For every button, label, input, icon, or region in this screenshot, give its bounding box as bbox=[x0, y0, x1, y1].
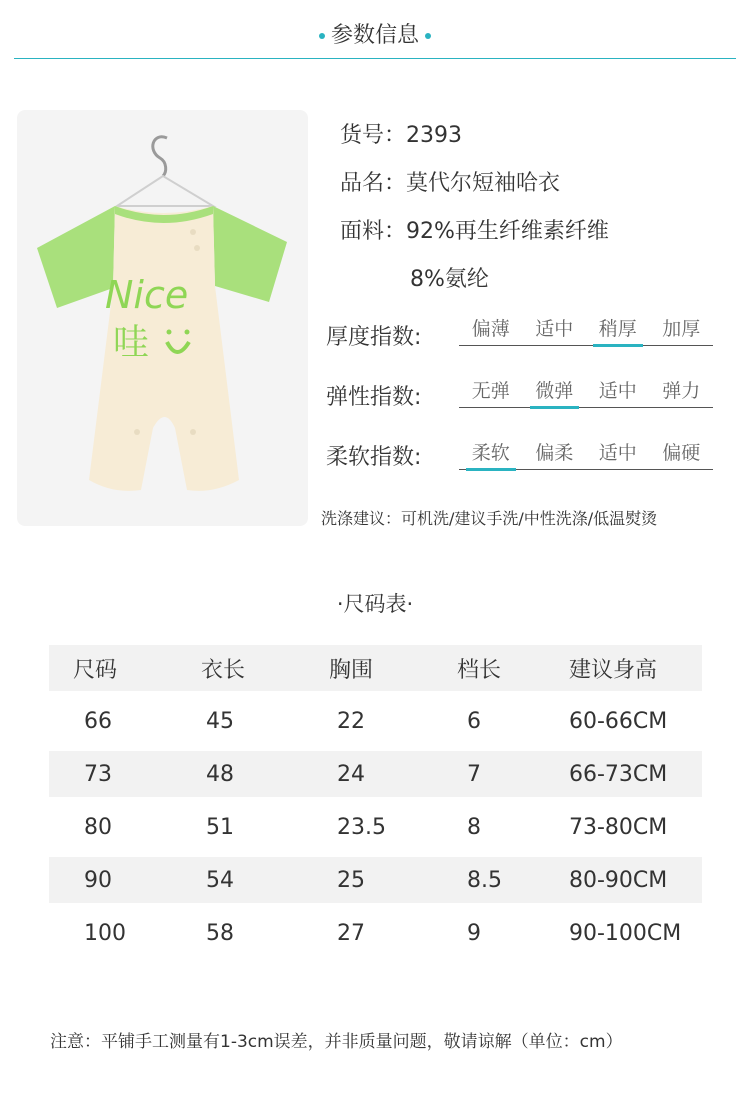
thickness-index-label: 厚度指数: bbox=[326, 325, 422, 350]
product-image bbox=[17, 110, 308, 526]
table-cell: 73 bbox=[49, 751, 195, 797]
table-cell: 66-73CM bbox=[569, 751, 702, 797]
product-name-value: 莫代尔短袖哈衣 bbox=[406, 171, 561, 196]
column-header: 尺码 bbox=[73, 657, 118, 683]
left-sleeve bbox=[37, 206, 115, 308]
table-cell: 45 bbox=[206, 708, 234, 734]
column-header: 胸围 bbox=[329, 657, 374, 683]
table-row bbox=[49, 691, 702, 751]
elasticity-option: 无弹 bbox=[471, 380, 510, 402]
wash-suggestion: 洗涤建议：可机洗/建议手洗/中性洗涤/低温熨烫 bbox=[321, 509, 658, 528]
table-cell: 7 bbox=[449, 751, 569, 797]
right-sleeve bbox=[213, 206, 287, 302]
softness-option: 偏硬 bbox=[662, 442, 701, 464]
elasticity-option: 适中 bbox=[598, 380, 637, 402]
section-header bbox=[0, 18, 750, 49]
table-row bbox=[49, 857, 702, 903]
table-cell: 90 bbox=[49, 857, 195, 903]
softness-option-selected: 柔软 bbox=[459, 438, 523, 469]
bullet-dot-icon bbox=[319, 33, 325, 39]
column-header: 衣长 bbox=[201, 657, 246, 683]
wa-print: 哇 bbox=[113, 322, 150, 363]
item-number-row bbox=[340, 118, 462, 149]
softness-index-label: 柔软指数: bbox=[326, 445, 422, 470]
table-cell: 23.5 bbox=[337, 814, 386, 840]
header-divider bbox=[14, 58, 736, 59]
column-header: 建议身高 bbox=[569, 657, 658, 683]
table-header-row bbox=[49, 645, 702, 691]
softness-option: 偏柔 bbox=[535, 442, 574, 464]
table-cell: 66 bbox=[84, 708, 112, 734]
table-cell: 24 bbox=[323, 751, 449, 797]
table-cell: 48 bbox=[195, 751, 323, 797]
thickness-index-options bbox=[459, 314, 713, 346]
table-cell: 6 bbox=[467, 708, 481, 734]
hanger-icon bbox=[153, 137, 167, 176]
fabric-value-2: 8%氨纶 bbox=[410, 267, 489, 292]
thickness-option-selected: 稍厚 bbox=[586, 314, 650, 345]
table-cell: 8.5 bbox=[449, 857, 569, 903]
item-number-value: 2393 bbox=[406, 123, 463, 148]
table-cell: 9 bbox=[467, 920, 481, 946]
elasticity-index-label: 弹性指数: bbox=[326, 385, 422, 410]
elasticity-option: 弹力 bbox=[662, 380, 701, 402]
romper-illustration bbox=[17, 110, 308, 526]
table-cell: 80-90CM bbox=[569, 857, 702, 903]
softness-option: 适中 bbox=[598, 442, 637, 464]
product-name-row bbox=[340, 166, 560, 197]
table-cell: 100 bbox=[84, 920, 126, 946]
table-cell: 90-100CM bbox=[569, 920, 682, 946]
table-row bbox=[49, 797, 702, 857]
table-cell: 54 bbox=[195, 857, 323, 903]
thickness-option: 加厚 bbox=[662, 318, 701, 340]
size-table bbox=[49, 645, 702, 963]
fabric-label: 面料： bbox=[340, 219, 407, 244]
elasticity-index-options bbox=[459, 376, 713, 408]
table-cell: 60-66CM bbox=[569, 708, 668, 734]
table-row bbox=[49, 903, 702, 963]
table-cell: 58 bbox=[206, 920, 234, 946]
section-title: 参数信息 bbox=[330, 23, 419, 48]
table-row bbox=[49, 751, 702, 797]
product-name-label: 品名： bbox=[340, 171, 407, 196]
thickness-option: 偏薄 bbox=[471, 318, 510, 340]
elasticity-option-selected: 微弹 bbox=[523, 376, 587, 407]
size-chart-title: ·尺码表· bbox=[336, 592, 414, 616]
column-header: 档长 bbox=[457, 657, 502, 683]
bullet-dot-icon bbox=[425, 33, 431, 39]
measurement-note: 注意：平铺手工测量有1-3cm误差，并非质量问题，敬请谅解（单位：cm） bbox=[50, 1032, 623, 1052]
item-number-label: 货号： bbox=[340, 123, 407, 148]
table-cell: 27 bbox=[337, 920, 365, 946]
table-cell: 80 bbox=[84, 814, 112, 840]
table-cell: 73-80CM bbox=[569, 814, 668, 840]
nice-print: Nice bbox=[105, 273, 189, 317]
table-cell: 8 bbox=[467, 814, 481, 840]
table-cell: 51 bbox=[206, 814, 234, 840]
table-cell: 25 bbox=[323, 857, 449, 903]
thickness-option: 适中 bbox=[535, 318, 574, 340]
fabric-value-1: 92%再生纤维素纤维 bbox=[406, 219, 609, 244]
table-cell: 22 bbox=[337, 708, 365, 734]
fabric-row bbox=[340, 214, 609, 245]
softness-index-options bbox=[459, 438, 713, 470]
